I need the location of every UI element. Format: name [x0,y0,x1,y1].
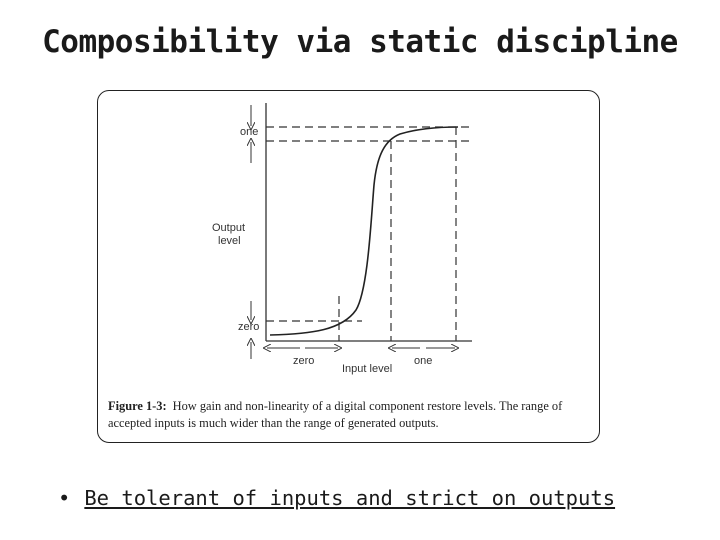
y-label-zero: zero [238,321,260,333]
y-label-output: Output [212,222,246,234]
y-label-level: level [218,235,241,247]
bullet-text: Be tolerant of inputs and strict on outputs [84,486,616,510]
x-label-one: one [414,355,433,367]
bullet-point [58,486,615,510]
figure-caption [108,398,593,432]
slide-title: Composibility via static discipline [42,24,678,60]
transfer-curve [270,127,458,335]
x-label-zero: zero [293,355,315,367]
x-label-input-level: Input level [342,363,393,375]
y-label-one: one [240,126,259,138]
bullet-dot: • [58,486,71,510]
caption-label: Figure 1-3: [108,399,167,413]
caption-text: How gain and non-linearity of a digital component restore levels. The range of accepted inputs is much wider than the range of generated outputs. [108,399,563,430]
